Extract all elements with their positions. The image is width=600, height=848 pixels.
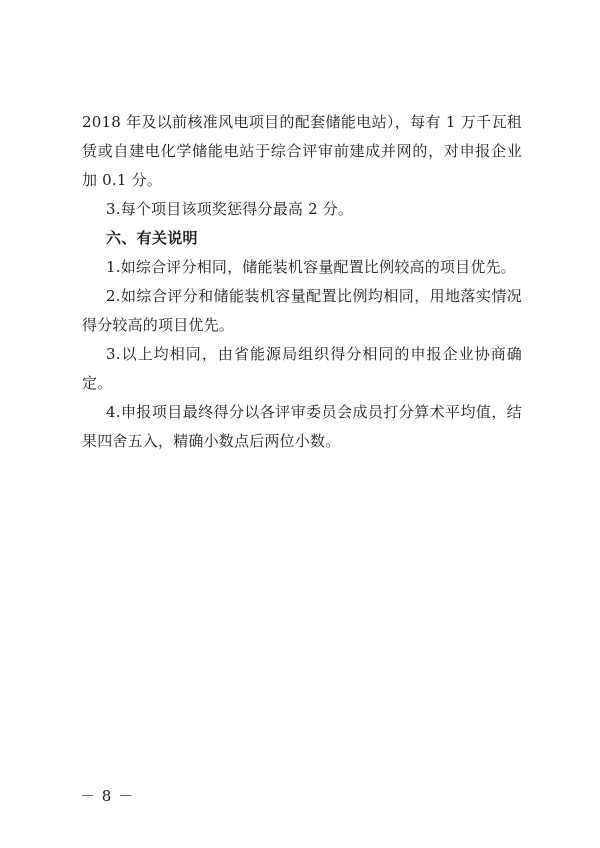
list-item: 4.申报项目最终得分以各评审委员会成员打分算术平均值，结果四舍五入，精确小数点后两位小数。: [82, 403, 522, 450]
list-item: 2.如综合评分和储能装机容量配置比例均相同，用地落实情况得分较高的项目优先。: [82, 287, 522, 334]
list-item: 1.如综合评分相同，储能装机容量配置比例较高的项目优先。: [106, 258, 516, 276]
list-item: 3.以上均相同，由省能源局组织得分相同的申报企业协商确定。: [82, 345, 522, 392]
section-heading: 六、有关说明: [106, 229, 198, 247]
page-number: － 8 －: [80, 787, 135, 805]
paragraph-rule-3: 3.每个项目该项奖惩得分最高 2 分。: [106, 200, 354, 218]
paragraph-continuation: 2018 年及以前核准风电项目的配套储能电站），每有 1 万千瓦租赁或自建电化学储能电站于综合评审前建成并网的，对申报企业加 0.1 分。: [82, 113, 522, 189]
document-body: [82, 108, 522, 456]
